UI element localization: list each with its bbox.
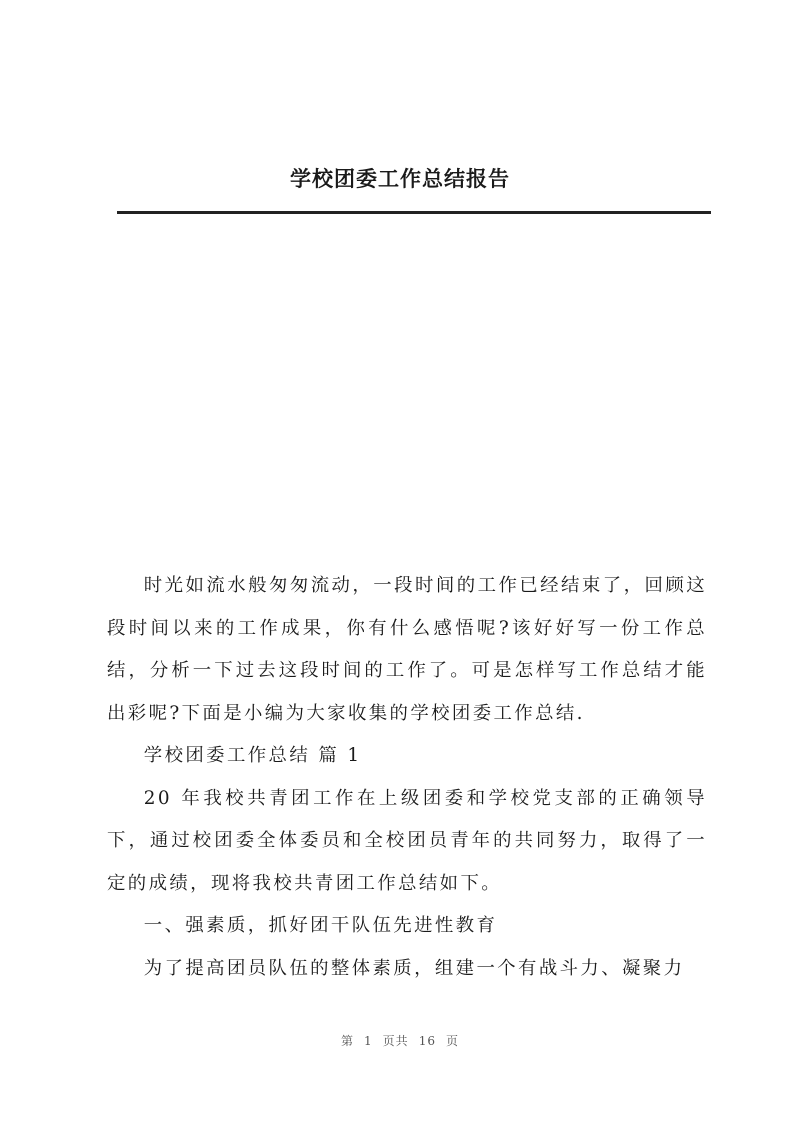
footer-middle: 页共 [382, 1034, 409, 1048]
page-footer [0, 1032, 800, 1049]
section-heading: 学校团委工作总结 篇 1 [143, 745, 362, 766]
subsection-heading: 一、强素质，抓好团干队伍先进性教育 [143, 915, 498, 936]
intro-paragraph: 时光如流水般匆匆流动，一段时间的工作已经结束了，回顾这段时间以来的工作成果，你有什么感悟呢?该好好写一份工作总结，分析一下过去这段时间的工作了。可是怎样写工作总结才能出彩呢?下面是小编为大家收集的学校团委工作总结. [107, 575, 707, 724]
document-title: 学校团委工作总结报告 [290, 166, 510, 191]
body-paragraph: 20 年我校共青团工作在上级团委和学校党支部的正确领导下，通过校团委全体委员和全校团员青年的共同努力，取得了一定的成绩，现将我校共青团工作总结如下。 [107, 787, 707, 894]
page-number: 1 [364, 1034, 373, 1048]
title-underline [117, 211, 711, 214]
total-pages: 16 [418, 1034, 436, 1048]
document-body [107, 565, 707, 990]
footer-prefix: 第 [341, 1034, 355, 1048]
body-paragraph: 为了提高团员队伍的整体素质，组建一个有战斗力、凝聚力 [143, 957, 685, 979]
footer-suffix: 页 [445, 1034, 459, 1048]
